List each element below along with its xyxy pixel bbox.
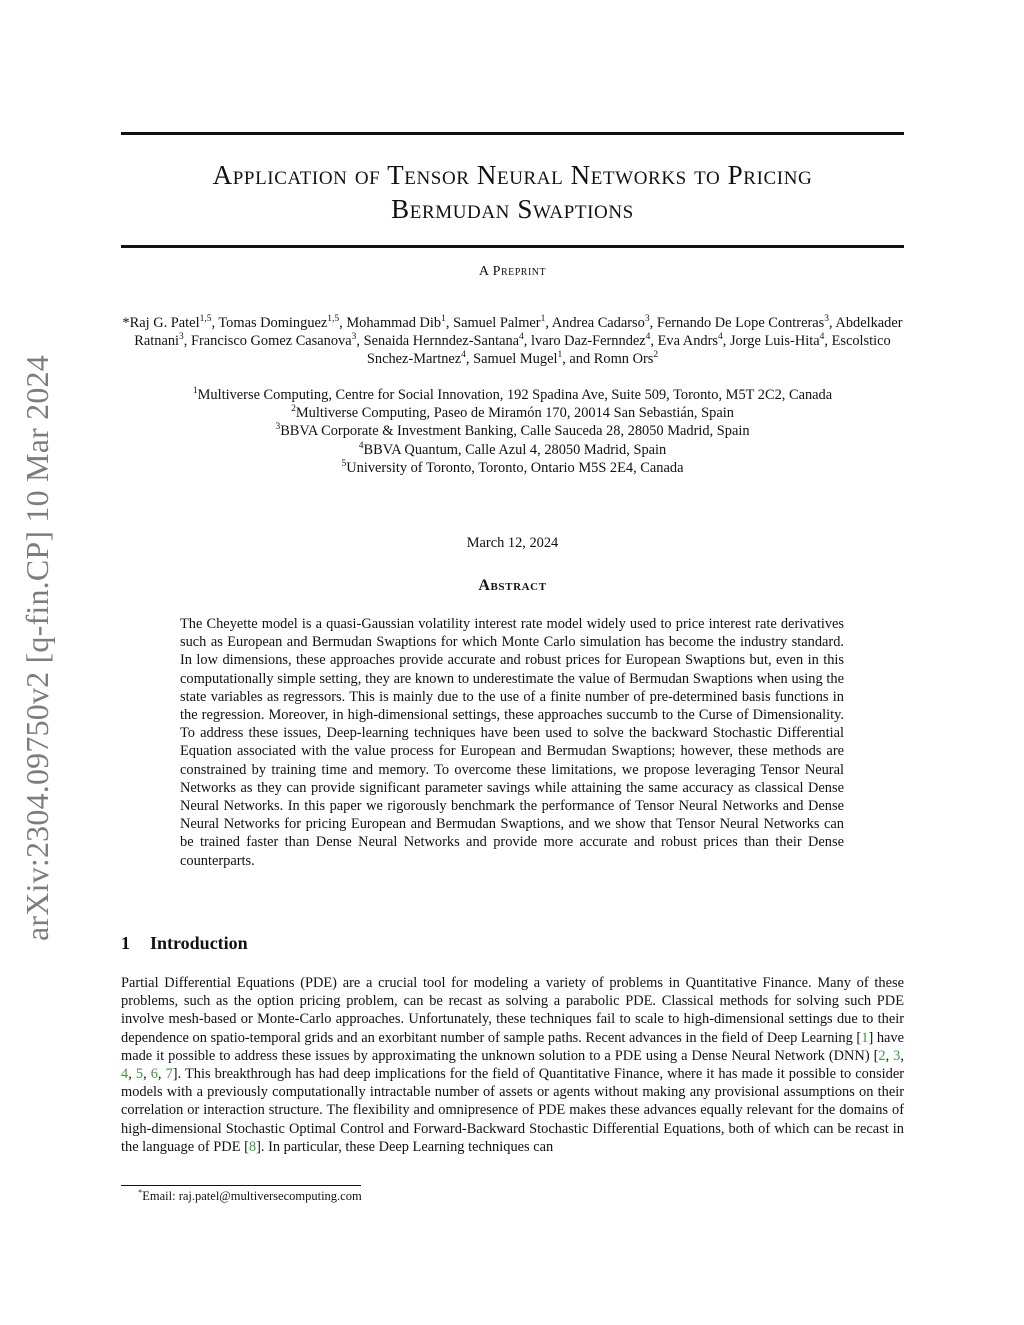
citation-link[interactable]: 3 [893,1047,901,1064]
author-affiliation-index: 4 [717,332,723,343]
affiliation-line [121,441,904,459]
section-number: 1 [121,933,130,953]
citation-link[interactable]: 5 [135,1066,144,1083]
intro-text: , [885,1047,894,1064]
author-name: Samuel Mugel [473,351,558,368]
affiliation-line [121,422,904,440]
author-affiliation-index: 3 [351,332,357,343]
author-affiliation-index: 1,5 [327,314,340,325]
citation-link[interactable]: 1 [861,1029,869,1046]
author-list: *Raj G. Patel$^{1,5}$, Tomas Dominguez$^{1,5}$, Mohammad Dib$^1$, Samuel Palmer$^1$, Andrea Cadarso$^3$, Fernando De Lope Contreras$^3$, Abdelkader Ratnani$^3$, Francisco Gomez Casanova$^3$, Senaida Hernndez-Santana$^4$, lvaro Daz-Fernndez$^4$, Eva Andrs$^4$, Jorge Luis-Hita$^4$, Escolstico Snchez-Martnez$^4$, Samuel Mugel$^1$, and Romn Ors$^2$ [122,314,903,368]
section-heading-introduction [121,933,248,954]
citation-link[interactable]: 7 [165,1066,173,1083]
intro-text: ]. This breakthrough has had deep implications for the field of Quantitative Finance, where it has made it possible to consider models with a previously computationally intractable number of assets or agents without making any provisional assumptions on their correlation or interaction structure. The flexibility and omnipresence of PDE makes these advances equally relevant for the domains of high-dimensional Stochastic Optimal Control and Forward-Backward Stochastic Differential Equations, both of which can be recast in the language of PDE [ [121,1066,905,1155]
author-name: Raj G. Patel [129,315,200,331]
publication-date: March 12, 2024 [466,535,559,551]
author-affiliation-index: 1 [441,314,446,325]
affiliation-line [121,386,904,404]
author-name: Francisco Gomez Casanova [191,333,352,350]
abstract-heading: Abstract [478,577,547,594]
intro-text: , [900,1047,904,1064]
author-name: Senaida Hernndez-Santana [363,333,520,350]
affiliation-text: BBVA Quantum, Calle Azul 4, 28050 Madrid, Spain [363,441,667,458]
citation-link[interactable]: 8 [248,1138,257,1155]
title-line-1: Application of Tensor Neural Networks to Pricing [212,160,813,190]
affiliation-text: University of Toronto, Toronto, Ontario M5S 2E4, Canada [346,459,684,476]
affiliation-index: 2 [291,404,296,415]
author-affiliation-index: 4 [519,332,524,343]
affiliation-index: 3 [275,422,281,433]
section-title: Introduction [150,933,248,953]
footnote-email: Email: raj.patel@multiversecomputing.com [142,1189,362,1203]
affiliation-list [121,386,904,477]
affiliation-text: Multiverse Computing, Centre for Social Innovation, 192 Spadina Ave, Suite 509, Toronto, M5T 2C2, Canada [197,387,833,403]
author-name: Andrea Cadarso [551,315,645,331]
arxiv-identifier-stamp: arXiv:2304.09750v2 [q-fin.CP] 10 Mar 2024 [19,355,55,941]
footnote-marker: * [138,1186,143,1197]
intro-text: , [143,1066,151,1083]
citation-link[interactable]: 4 [121,1066,129,1083]
author-name: Romn Ors [593,351,654,368]
author-name: Samuel Palmer [453,315,541,331]
author-affiliation-index: 4 [461,350,466,361]
author-affiliation-index: 1,5 [199,314,212,325]
author-affiliation-index: 3 [644,314,650,325]
affiliation-index: 4 [358,440,364,451]
footnote-separator [121,1185,361,1186]
paper-title [121,158,904,226]
author-name: Jorge Luis-Hita [729,333,820,350]
author-affiliation-index: 4 [645,332,651,343]
affiliation-line [121,459,904,477]
title-bottom-rule [121,245,904,248]
author-affiliation-index: 2 [653,350,659,361]
intro-text: Partial Differential Equations (PDE) are a crucial tool for modeling a variety of problems in Quantitative Finance. Many of these problems, such as the option pricing problem, can be recast as solving a parabolic PDE. Classical methods for solving such PDE involve mesh-based or Monte-Carlo approaches. Unfortunately, these techniques fail to scale to high-dimensional settings due to their dependence on spatio-temporal grids and an exorbitant number of sample paths. Recent advances in the field of Deep Learning [ [121,975,904,1046]
affiliation-index: 1 [192,386,198,397]
preprint-label: A Preprint [478,264,547,279]
author-affiliation-index: 3 [179,332,184,343]
title-top-rule [121,132,904,135]
footnote [138,1188,362,1204]
author-name: Abdelkader Ratnani [134,315,903,350]
citation-link[interactable]: 2 [878,1047,886,1064]
title-line-2: Bermudan Swaptions [391,194,634,224]
intro-text: ] have made it possible to address these issues by approximating the unknown solution to a PDE using a Dense Neural Network (DNN) [ [121,1029,905,1064]
intro-text: , [128,1066,136,1083]
introduction-paragraph [121,974,904,1156]
author-name: lvaro Daz-Fernndez [531,333,646,350]
author-name: Mohammad Dib [346,315,442,331]
author-affiliation-index: 1 [557,350,563,361]
author-affiliation-index: 1 [540,314,546,325]
author-name: Eva Andrs [657,333,718,350]
affiliation-text: Multiverse Computing, Paseo de Miramón 170, 20014 San Sebastián, Spain [295,405,734,422]
intro-text: ]. In particular, these Deep Learning techniques can [256,1138,554,1155]
author-name: Tomas Dominguez [218,315,328,331]
affiliation-index: 5 [341,459,347,470]
author-name: Escolstico Snchez-Martnez [366,333,891,368]
author-affiliation-index: 3 [824,314,830,325]
affiliation-text: BBVA Corporate & Investment Banking, Calle Sauceda 28, 28050 Madrid, Spain [280,423,750,440]
author-name: Fernando De Lope Contreras [656,315,825,331]
author-affiliation-index: 4 [819,332,825,343]
affiliation-line [121,404,904,422]
author-corresponding-mark: * [122,315,130,331]
abstract-text: The Cheyette model is a quasi-Gaussian volatility interest rate model widely used to price interest rate derivatives such as European and Bermudan Swaptions for which Monte Carlo simulation has become the industry standard. In low dimensions, these approaches provide accurate and robust prices for European Swaptions but, even in this computationally simple setting, they are known to underestimate the value of Bermudan Swaptions when using the state variables as regressors. This is mainly due to the use of a finite number of pre-determined basis functions in the regression. Moreover, in high-dimensional settings, these approaches succumb to the Curse of Dimensionality. To address these issues, Deep-learning techniques have been used to solve the backward Stochastic Differential Equation associated with the value process for European and Bermudan Swaptions; however, these methods are constrained by training time and memory. To overcome these limitations, we propose leveraging Tensor Neural Networks as they can provide significant parameter savings while attaining the same accuracy as classical Dense Neural Networks. In this paper we rigorously benchmark the performance of Tensor Neural Networks and Dense Neural Networks for pricing European and Bermudan Swaptions, and we show that Tensor Neural Networks can be trained faster than Dense Neural Networks and provide more accurate and robust prices than their Dense counterparts. [180,616,844,869]
intro-text: , [157,1066,166,1083]
citation-link[interactable]: 6 [150,1066,158,1083]
